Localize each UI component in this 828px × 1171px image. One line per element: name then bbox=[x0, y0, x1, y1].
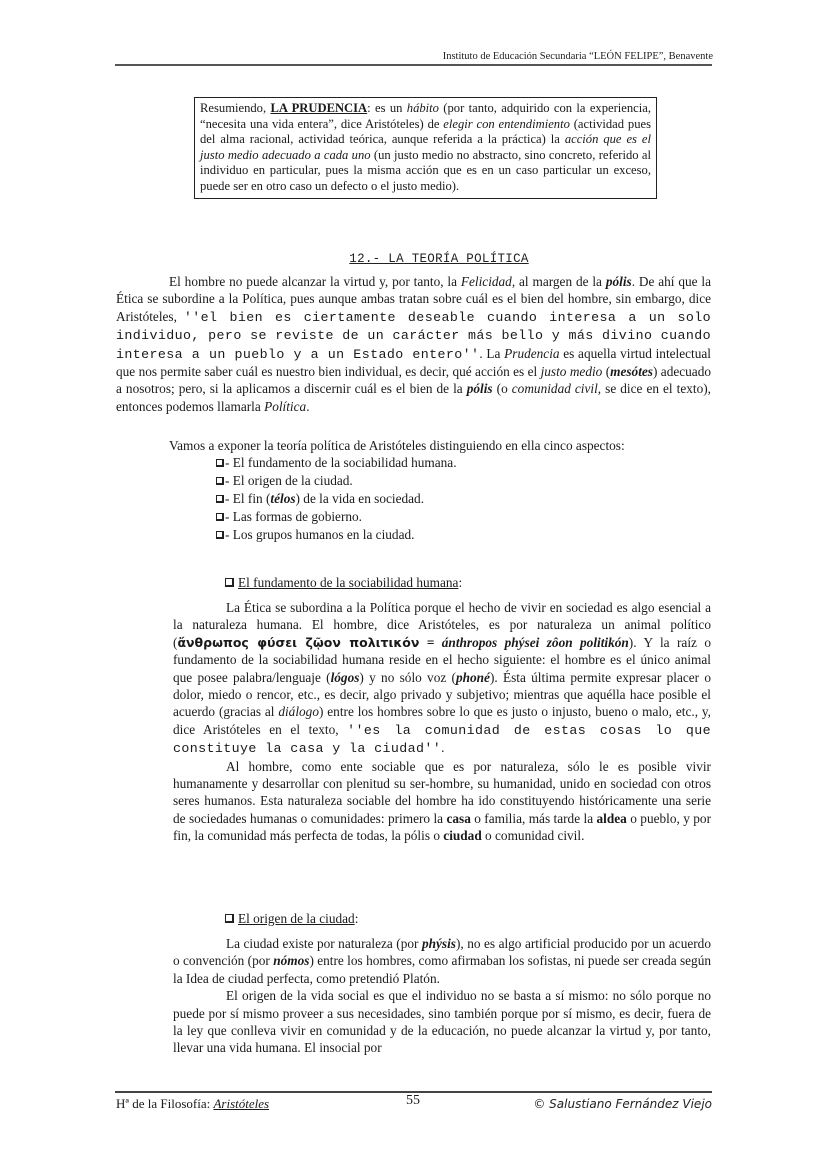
text: ). Ésta última permite expresar placer o dolor, miedo o rencor, etc., es decir, algo privado y subjetivo; mientras que aquélla hace posible el acuerdo (gracias al bbox=[173, 669, 712, 720]
text: ) adecuado a nosotros; pero, si la aplicamos a discernir cuál es el bien de la bbox=[116, 364, 711, 397]
text: ) de la vida en sociedad. bbox=[295, 491, 425, 506]
text: (o bbox=[492, 381, 512, 397]
checkbox-bullet-icon bbox=[216, 513, 224, 521]
list-item bbox=[216, 508, 711, 526]
checkbox-bullet-icon bbox=[216, 459, 224, 467]
text: El hombre no puede alcanzar la virtud y, por tanto, la bbox=[169, 274, 461, 289]
text: o comunidad civil. bbox=[481, 828, 585, 844]
subsection2-body bbox=[173, 935, 711, 1057]
page-number: 55 bbox=[406, 1093, 420, 1108]
aspects-section bbox=[116, 437, 711, 543]
term: pólis bbox=[605, 274, 632, 289]
term: ciudad bbox=[443, 828, 482, 844]
checkbox-bullet-icon bbox=[216, 495, 224, 503]
text: o familia, más tarde la bbox=[470, 810, 597, 826]
paragraph bbox=[173, 935, 711, 987]
term: télos bbox=[270, 491, 296, 506]
term: mesótes bbox=[610, 364, 653, 380]
aspects-intro: Vamos a exponer la teoría política de Aristóteles distinguiendo en ella cinco aspectos: bbox=[169, 438, 625, 453]
summary-box-prudencia bbox=[194, 97, 657, 199]
list-item bbox=[216, 472, 711, 490]
text: La Ética se subordina a la Política porque el hecho de vivir en sociedad es algo esencial a la naturaleza humana. El hombre, dice Aristóteles, es por naturaleza un animal político ( bbox=[173, 600, 711, 650]
checkbox-bullet-icon bbox=[225, 914, 234, 923]
term: casa bbox=[446, 810, 471, 826]
footer-course bbox=[116, 1096, 269, 1112]
text: La ciudad existe por naturaleza (por bbox=[226, 936, 422, 951]
course-link[interactable]: Aristóteles bbox=[213, 1096, 270, 1111]
paragraph bbox=[173, 599, 711, 758]
subsection-heading-sociabilidad bbox=[225, 575, 462, 591]
emphasis: diálogo bbox=[278, 704, 319, 720]
text: ). Y la raíz o fundamento de la sociabilidad humana reside en el hecho siguiente: el hombre es el único animal que posee palabra/lenguaje ( bbox=[173, 634, 711, 685]
text: : bbox=[354, 911, 359, 926]
list-item bbox=[216, 490, 711, 508]
intro-paragraph bbox=[116, 273, 711, 415]
term: lógos bbox=[330, 669, 360, 685]
term: phoné bbox=[455, 669, 490, 685]
text: El origen de la vida social es que el individuo no se basta a sí mismo: no sólo porque no puede por sí mismo proveer a sus necesidades, sino también porque por sí mismo, es decir, fuera de la ley que conlleva vivir en comunidad y de la educación, no puede alcanzar la virtud y, por tanto, llevar una vida humana. El insocial por bbox=[173, 988, 711, 1056]
quotation: ''es la comunidad de estas cosas lo que constituye la casa y la ciudad'' bbox=[173, 722, 711, 757]
text: , se dice en el texto), entonces podemos llamarla bbox=[116, 381, 711, 414]
section-title: 12.- LA TEORÍA POLÍTICA bbox=[349, 252, 529, 266]
heading-label: El origen de la ciudad bbox=[238, 911, 355, 926]
text: ), no es algo artificial producido por un acuerdo o convención (por bbox=[173, 936, 711, 969]
page-header-institution: Instituto de Educación Secundaria “LEÓN FELIPE”, Benavente bbox=[442, 51, 713, 62]
quotation: ''el bien es ciertamente deseable cuando interesa a un solo individuo, pero se reviste de un carácter más bello y más divino cuando interesa a un pueblo y a un Estado entero'' bbox=[116, 309, 712, 362]
summary-emphasis: hábito bbox=[406, 101, 439, 115]
text: - El fundamento de la sociabilidad humana. bbox=[225, 455, 457, 471]
heading-label: El fundamento de la sociabilidad humana bbox=[238, 575, 459, 590]
subsection1-body bbox=[173, 599, 711, 845]
text: - El fin ( bbox=[225, 491, 271, 506]
text: . bbox=[441, 740, 445, 756]
emphasis: comunidad civil bbox=[511, 381, 598, 397]
transliteration: = ánthropos phýsei zôon politikón bbox=[419, 634, 629, 650]
subsection-heading-origen bbox=[225, 911, 358, 927]
summary-text: Resumiendo, bbox=[200, 101, 271, 115]
checkbox-bullet-icon bbox=[225, 578, 234, 587]
summary-term: LA PRUDENCIA bbox=[270, 101, 368, 115]
aspects-list bbox=[116, 454, 711, 543]
text: Al hombre, como ente sociable que es por naturaleza, sólo le es posible vivir humanamente y desarrollar con plenitud su ser-hombre, su humanidad, unido en sociedad con otros seres humanos. Esta naturaleza sociable del hombre ha ido constituyendo históricamente una serie de sociedades humanas o comunidades: primero la bbox=[173, 758, 711, 826]
summary-emphasis: elegir con entendimiento bbox=[443, 116, 570, 131]
emphasis: Felicidad bbox=[460, 274, 512, 289]
summary-text: (actividad pues del alma racional, actividad teórica, aunque referida a la práctica) la bbox=[200, 116, 651, 146]
term: phýsis bbox=[421, 936, 456, 951]
summary-emphasis: acción que es el justo medio adecuado a cada uno bbox=[200, 132, 651, 162]
text: ) entre los hombres sobre lo que es justo o injusto, bueno o malo, etc., y, dice Aristóteles en el texto, bbox=[173, 704, 711, 737]
text: ( bbox=[602, 364, 611, 380]
checkbox-bullet-icon bbox=[216, 477, 224, 485]
term: pólis bbox=[466, 381, 493, 397]
text: , al margen de la bbox=[511, 274, 606, 289]
text: - Los grupos humanos en la ciudad. bbox=[225, 526, 415, 542]
text: . La bbox=[479, 345, 505, 361]
text: . De ahí que la Ética se subordine a la Política, pues aunque ambas tratan sobre cuál es el bien del hombre, sin embargo, dice Aristóteles, bbox=[116, 274, 711, 324]
paragraph bbox=[173, 987, 711, 1057]
footer-copyright: © Salustiano Fernández Viejo bbox=[533, 1097, 712, 1111]
greek-phrase: ἄνθρωπος φύσει ζῷον πολιτικόν bbox=[177, 634, 420, 650]
paragraph bbox=[173, 758, 711, 845]
emphasis: Prudencia bbox=[504, 345, 560, 361]
emphasis: justo medio bbox=[540, 364, 603, 380]
emphasis: Política bbox=[264, 398, 307, 414]
text: ) y no sólo voz ( bbox=[359, 669, 456, 685]
text: - El origen de la ciudad. bbox=[225, 473, 353, 489]
text: - Las formas de gobierno. bbox=[225, 508, 362, 524]
text: . bbox=[306, 398, 310, 414]
list-item bbox=[216, 454, 711, 472]
text: : bbox=[458, 575, 463, 590]
term: aldea bbox=[596, 810, 627, 826]
text: o pueblo, y por fin, la comunidad más perfecta de todas, la pólis o bbox=[173, 810, 711, 844]
summary-text: : es un bbox=[367, 101, 407, 115]
header-rule bbox=[115, 64, 712, 66]
summary-text: (un justo medio no abstracto, sino concreto, referido al individuo en particular, pues la misma acción que es en un caso particular un exceso, puede ser en otro caso un defecto o el justo medio). bbox=[200, 147, 651, 193]
list-item bbox=[216, 526, 711, 544]
term: nómos bbox=[273, 953, 310, 969]
checkbox-bullet-icon bbox=[216, 531, 224, 539]
text: ) entre los hombres, como afirmaban los sofistas, ni puede ser creada según la Idea de ciudad perfecta, como pretendió Platón. bbox=[173, 953, 711, 986]
text: es aquella virtud intelectual que nos permite saber cuál es nuestro bien individual, es decir, qué acción es el bbox=[116, 345, 711, 380]
text: Hª de la Filosofía: bbox=[116, 1096, 214, 1111]
summary-text: (por tanto, adquirido con la experiencia, “necesita una vida entera”, dice Aristóteles) de bbox=[200, 101, 652, 131]
